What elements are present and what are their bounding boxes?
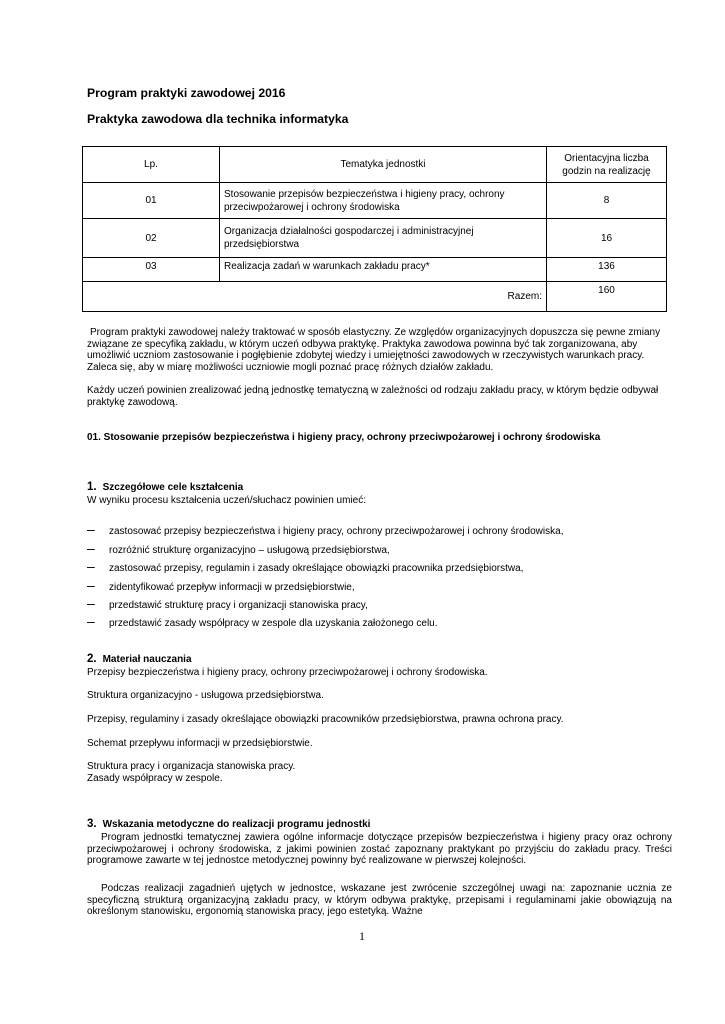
material-line: Struktura organizacyjno - usługowa przedsiębiorstwa. (87, 690, 324, 701)
total-label: Razem: (83, 282, 547, 312)
table-row (83, 258, 667, 282)
section-number: 2. (87, 653, 97, 665)
dash-bullet-icon: – (87, 577, 95, 593)
list-item: – przedstawić strukturę pracy i organizacji stanowiska pracy, (87, 595, 368, 611)
table-row (83, 183, 667, 219)
methodology-paragraph-2: Podczas realizacji zagadnień ujętych w jednostce, wskazane jest zwrócenie szczególnej uwagi na: zapoznanie ucznia ze specyficzną strukturą organizacyjną zakładu pracy, w którym odbywa praktykę, przepisami i regulaminami jakie obowiązują na określonym stanowisku, ergonomią stanowiska pracy, jego estetyką. Ważne (87, 883, 672, 918)
row-topic: Organizacja działalności gospodarczej i administracyjnej przedsiębiorstwa (220, 219, 547, 258)
header-topic: Tematyka jednostki (220, 147, 547, 183)
row-lp: 01 (83, 183, 220, 219)
row-topic: Stosowanie przepisów bezpieczeństwa i higieny pracy, ochrony przeciwpożarowej i ochrony środowiska (220, 183, 547, 219)
dash-bullet-icon: – (87, 521, 95, 537)
table-row (83, 219, 667, 258)
row-hours: 136 (547, 258, 667, 282)
list-item: – zastosować przepisy bezpieczeństwa i higieny pracy, ochrony przeciwpożarowej i ochrony środowiska, (87, 521, 564, 537)
list-item: – zidentyfikować przepływ informacji w przedsiębiorstwie, (87, 577, 355, 593)
list-item: – przedstawić zasady współpracy w zespole dla uzyskania założonego celu. (87, 613, 438, 629)
row-hours: 16 (547, 219, 667, 258)
section-1-heading (87, 481, 243, 493)
row-lp: 02 (83, 219, 220, 258)
section-title: Materiał nauczania (102, 654, 192, 665)
document-title: Program praktyki zawodowej 2016 (87, 86, 286, 100)
header-hours: Orientacyjna liczba godzin na realizację (547, 147, 667, 183)
section-number: 1. (87, 481, 97, 493)
material-line: Struktura pracy i organizacja stanowiska pracy. (87, 761, 296, 772)
row-lp: 03 (83, 258, 220, 282)
dash-bullet-icon: – (87, 558, 95, 574)
section-3-heading (87, 818, 370, 830)
methodology-paragraph: Program jednostki tematycznej zawiera ogólne informacje dotyczące przepisów bezpieczeństwa i higieny pracy oraz ochrony przeciwpożarowej i ochrony środowiska, z jakimi powinien zostać zapoznany praktykant po przyjściu do zakładu pracy. Treści programowe zawarte w tej jednostce metodycznej powinny być realizowane w pierwszej kolejności. (87, 832, 672, 867)
material-line: Zasady współpracy w zespole. (87, 773, 223, 784)
list-item: – zastosować przepisy, regulamin i zasady określające obowiązki pracownika przedsiębiorstwa, (87, 558, 524, 574)
intro-paragraph-2: Każdy uczeń powinien zrealizować jedną jednostkę tematyczną w zależności od rodzaju zakładu pracy, w którym będzie odbywał praktykę zawodową. (87, 385, 659, 408)
section-title: Szczegółowe cele kształcenia (102, 482, 244, 493)
section-1-intro: W wyniku procesu kształcenia uczeń/słuchacz powinien umieć: (87, 495, 367, 506)
dash-bullet-icon: – (87, 595, 95, 611)
unit-title: 01. Stosowanie przepisów bezpieczeństwa i higieny pracy, ochrony przeciwpożarowej i ochrony środowiska (87, 432, 601, 443)
material-line: Przepisy bezpieczeństwa i higieny pracy, ochrony przeciwpożarowej i ochrony środowiska. (87, 667, 488, 678)
list-item: – rozróżnić strukturę organizacyjno – usługową przedsiębiorstwa, (87, 540, 390, 556)
material-line: Schemat przepływu informacji w przedsiębiorstwie. (87, 738, 313, 749)
table-header-row (83, 147, 667, 183)
page-number: 1 (359, 929, 365, 943)
document-subtitle: Praktyka zawodowa dla technika informatyka (87, 112, 349, 126)
row-topic: Realizacja zadań w warunkach zakładu pracy* (220, 258, 547, 282)
program-table (82, 146, 667, 312)
section-number: 3. (87, 818, 97, 830)
section-title: Wskazania metodyczne do realizacji programu jednostki (102, 819, 371, 830)
dash-bullet-icon: – (87, 540, 95, 556)
header-lp: Lp. (83, 147, 220, 183)
total-value: 160 (547, 282, 667, 312)
intro-paragraph: Program praktyki zawodowej należy traktować w sposób elastyczny. Ze względów organizacyjnych dopuszcza się pewne zmiany związane ze specyfiką zakładu, w którym uczeń odbywa praktykę. Praktyka zawodowa powinna być tak zorganizowana, aby umożliwić uczniom zastosowanie i pogłębienie zdobytej wiedzy i umiejętności zawodowych w rzeczywistych warunkach pracy. Zaleca się, aby w miarę możliwości uczniowie mogli poznać pracę różnych działów zakładu. (87, 327, 661, 373)
section-2-heading (87, 653, 192, 665)
material-line: Przepisy, regulaminy i zasady określające obowiązki pracowników przedsiębiorstwa, prawna ochrona pracy. (87, 714, 564, 725)
row-hours: 8 (547, 183, 667, 219)
dash-bullet-icon: – (87, 613, 95, 629)
table-total-row (83, 282, 667, 312)
